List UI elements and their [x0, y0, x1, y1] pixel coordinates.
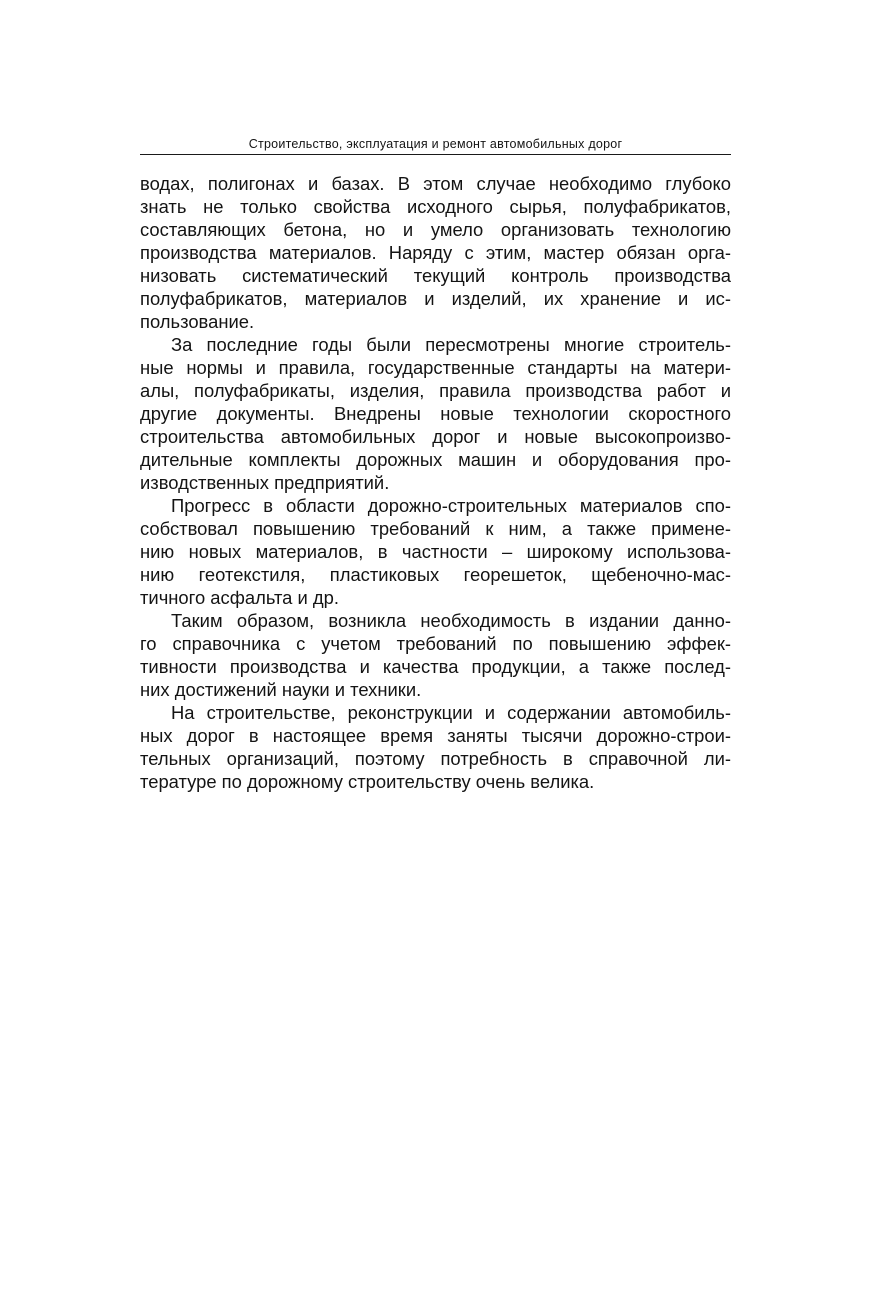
- text-line: нию геотекстиля, пластиковых георешеток, щебеночно-мас-: [140, 564, 731, 585]
- body-text: [140, 172, 731, 793]
- text-line: тературе по дорожному строительству очень велика.: [140, 771, 595, 792]
- paragraph-4: [140, 609, 731, 701]
- text-line: водах, полигонах и базах. В этом случае необходимо глубоко: [140, 173, 731, 194]
- text-line: строительства автомобильных дорог и новые высокопроизво-: [140, 426, 731, 447]
- text-line: ных дорог в настоящее время заняты тысячи дорожно-строи-: [140, 725, 731, 746]
- text-line: Прогресс в области дорожно-строительных материалов спо-: [171, 495, 731, 516]
- text-line: Таким образом, возникла необходимость в издании данно-: [171, 610, 731, 631]
- running-header: [140, 136, 731, 155]
- paragraph-5: [140, 701, 731, 793]
- text-line: пользование.: [140, 311, 255, 332]
- text-line: тивности производства и качества продукции, а также послед-: [140, 656, 731, 677]
- text-line: собствовал повышению требований к ним, а также примене-: [140, 518, 731, 539]
- text-line: производства материалов. Наряду с этим, мастер обязан орга-: [140, 242, 731, 263]
- paragraph-2: [140, 333, 731, 494]
- running-title: Строительство, эксплуатация и ремонт автомобильных дорог: [248, 137, 623, 151]
- text-line: полуфабрикатов, материалов и изделий, их хранение и ис-: [140, 288, 731, 309]
- text-line: На строительстве, реконструкции и содержании автомобиль-: [171, 702, 731, 723]
- text-line: го справочника с учетом требований по повышению эффек-: [140, 633, 731, 654]
- text-line: составляющих бетона, но и умело организовать технологию: [140, 219, 731, 240]
- text-line: нию новых материалов, в частности – широкому использова-: [140, 541, 731, 562]
- text-line: алы, полуфабрикаты, изделия, правила производства работ и: [140, 380, 731, 401]
- text-line: тельных организаций, поэтому потребность в справочной ли-: [140, 748, 731, 769]
- paragraph-1: [140, 172, 731, 333]
- text-line: изводственных предприятий.: [140, 472, 390, 493]
- paragraph-3: [140, 494, 731, 609]
- text-line: тичного асфальта и др.: [140, 587, 339, 608]
- text-line: низовать систематический текущий контроль производства: [140, 265, 731, 286]
- text-line: них достижений науки и техники.: [140, 679, 422, 700]
- text-line: дительные комплекты дорожных машин и оборудования про-: [140, 449, 731, 470]
- text-line: знать не только свойства исходного сырья, полуфабрикатов,: [140, 196, 731, 217]
- text-line: другие документы. Внедрены новые технологии скоростного: [140, 403, 731, 424]
- text-line: ные нормы и правила, государственные стандарты на матери-: [140, 357, 731, 378]
- text-line: За последние годы были пересмотрены многие строитель-: [171, 334, 731, 355]
